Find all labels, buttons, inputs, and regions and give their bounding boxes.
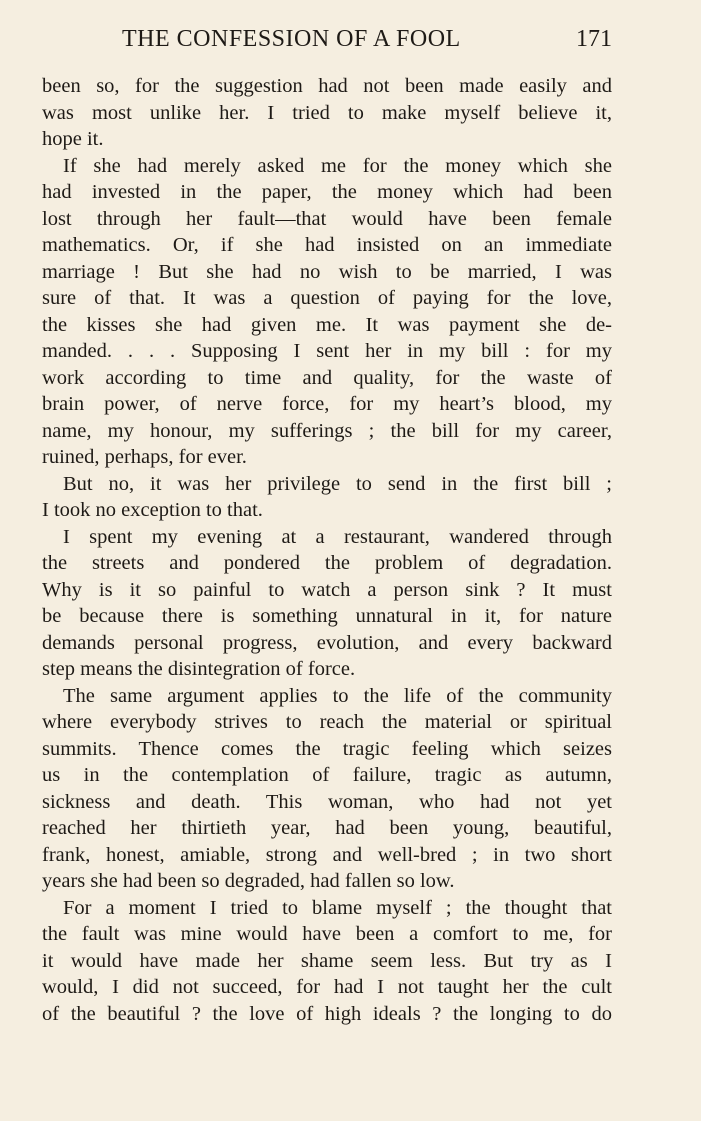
text-line: lost through her fault—that would have been female: [42, 207, 612, 230]
text-line: us in the contemplation of failure, tragic as autumn,: [42, 764, 612, 786]
text-line: name, my honour, my sufferings ; the bill for my career,: [42, 419, 612, 442]
text-line: I spent my evening at a restaurant, wandered through: [63, 525, 612, 548]
text-line: mathematics. Or, if she had insisted on an immediate: [42, 234, 612, 256]
text-line: marriage ! But she had no wish to be married, I was: [42, 260, 612, 283]
text-line: be because there is something unnatural in it, for nature: [42, 605, 612, 627]
book-page: [42, 0, 612, 1121]
text-line: manded. . . . Supposing I sent her in my bill : for my: [42, 340, 612, 362]
text-line: where everybody strives to reach the material or spiritual: [42, 711, 612, 733]
text-line: the fault was mine would have been a comfort to me, for: [42, 923, 612, 945]
text-line: If she had merely asked me for the money which she: [63, 154, 612, 177]
text-line: of the beautiful ? the love of high ideals ? the longing to do: [42, 1002, 612, 1025]
text-line: For a moment I tried to blame myself ; the thought that: [63, 896, 612, 919]
text-line: sure of that. It was a question of paying for the love,: [42, 287, 612, 309]
text-line: But no, it was her privilege to send in the first bill ;: [63, 472, 612, 495]
text-line: years she had been so degraded, had fallen so low.: [42, 870, 455, 892]
text-line: reached her thirtieth year, had been young, beautiful,: [42, 817, 612, 839]
text-line: would, I did not succeed, for had I not taught her the cult: [42, 976, 612, 998]
text-line: had invested in the paper, the money which had been: [42, 181, 612, 203]
text-line: the kisses she had given me. It was payment she de-: [42, 313, 612, 336]
text-line: brain power, of nerve force, for my heart’s blood, my: [42, 393, 612, 415]
text-line: was most unlike her. I tried to make myself believe it,: [42, 101, 612, 124]
body-text: [42, 73, 612, 1027]
text-line: Why is it so painful to watch a person sink ? It must: [42, 578, 612, 601]
running-title: THE CONFESSION OF A FOOL: [122, 26, 461, 52]
text-line: frank, honest, amiable, strong and well-bred ; in two short: [42, 843, 612, 866]
page-number: 171: [576, 26, 612, 52]
running-head: [42, 26, 612, 60]
text-line: work according to time and quality, for the waste of: [42, 366, 612, 389]
text-line: demands personal progress, evolution, and every backward: [42, 631, 612, 654]
text-line: hope it.: [42, 128, 104, 150]
text-line: it would have made her shame seem less. But try as I: [42, 949, 612, 972]
text-line: The same argument applies to the life of the community: [63, 684, 612, 707]
text-line: been so, for the suggestion had not been made easily and: [42, 75, 612, 97]
text-line: I took no exception to that.: [42, 499, 263, 521]
text-line: ruined, perhaps, for ever.: [42, 446, 247, 468]
text-line: the streets and pondered the problem of degradation.: [42, 552, 612, 574]
text-line: sickness and death. This woman, who had not yet: [42, 790, 612, 813]
text-line: step means the disintegration of force.: [42, 658, 356, 680]
text-line: summits. Thence comes the tragic feeling which seizes: [42, 737, 612, 760]
